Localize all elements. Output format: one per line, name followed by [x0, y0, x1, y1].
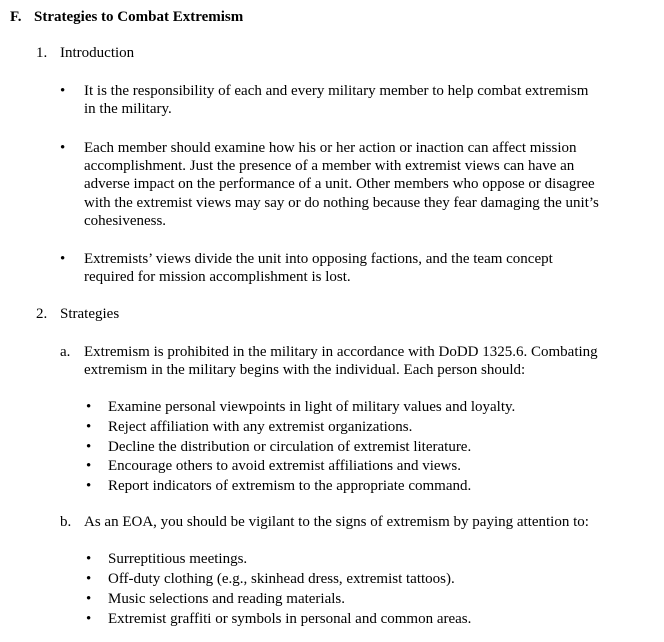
bullet-icon: • — [86, 458, 92, 474]
item-a-line-2: extremism in the military begins with the individual. Each person should: — [84, 362, 526, 378]
intro-bullet-1-line-1: It is the responsibility of each and every military member to help combat extremism — [84, 83, 589, 99]
bullet-icon: • — [86, 399, 92, 415]
item-a-bullet-3: Decline the distribution or circulation of extremist literature. — [108, 439, 472, 455]
subsection-title-strategies: Strategies — [60, 306, 120, 322]
bullet-icon: • — [60, 83, 66, 99]
intro-bullet-2-line-5: cohesiveness. — [84, 213, 167, 229]
item-marker-a: a. — [60, 344, 71, 360]
bullet-icon: • — [86, 478, 92, 494]
item-b-bullet-4: Extremist graffiti or symbols in personal and common areas. — [108, 611, 472, 627]
intro-bullet-2-line-3: adverse impact on the performance of a unit. Other members who oppose or disagree — [84, 176, 595, 192]
intro-bullet-2-line-4: with the extremist views may say or do nothing because they fear damaging the unit’s — [84, 195, 599, 211]
intro-bullet-1-line-2: in the military. — [84, 101, 172, 117]
item-b-bullet-2: Off-duty clothing (e.g., skinhead dress, extremist tattoos). — [108, 571, 455, 587]
intro-bullet-3-line-2: required for mission accomplishment is lost. — [84, 269, 351, 285]
bullet-icon: • — [60, 251, 66, 267]
subsection-number-intro: 1. — [36, 45, 48, 61]
item-a-bullet-2: Reject affiliation with any extremist organizations. — [108, 419, 413, 435]
bullet-icon: • — [86, 571, 92, 587]
intro-bullet-2-line-1: Each member should examine how his or her action or inaction can affect mission — [84, 140, 577, 156]
bullet-icon: • — [86, 591, 92, 607]
bullet-icon: • — [86, 611, 92, 627]
item-a-line-1: Extremism is prohibited in the military in accordance with DoDD 1325.6. Combating — [84, 344, 598, 360]
item-a-bullet-4: Encourage others to avoid extremist affiliations and views. — [108, 458, 461, 474]
subsection-number-strategies: 2. — [36, 306, 48, 322]
item-marker-b: b. — [60, 514, 72, 530]
section-title: Strategies to Combat Extremism — [34, 9, 244, 25]
subsection-title-intro: Introduction — [60, 45, 135, 61]
item-a-bullet-1: Examine personal viewpoints in light of military values and loyalty. — [108, 399, 516, 415]
section-letter: F. — [10, 9, 22, 25]
item-b-bullet-3: Music selections and reading materials. — [108, 591, 346, 607]
item-b-bullet-1: Surreptitious meetings. — [108, 551, 248, 567]
intro-bullet-3-line-1: Extremists’ views divide the unit into opposing factions, and the team concept — [84, 251, 553, 267]
intro-bullet-2-line-2: accomplishment. Just the presence of a member with extremist views can have an — [84, 158, 575, 174]
bullet-icon: • — [60, 140, 66, 156]
item-a-bullet-5: Report indicators of extremism to the appropriate command. — [108, 478, 472, 494]
bullet-icon: • — [86, 419, 92, 435]
bullet-icon: • — [86, 439, 92, 455]
bullet-icon: • — [86, 551, 92, 567]
item-b-line-1: As an EOA, you should be vigilant to the signs of extremism by paying attention to: — [84, 514, 589, 530]
